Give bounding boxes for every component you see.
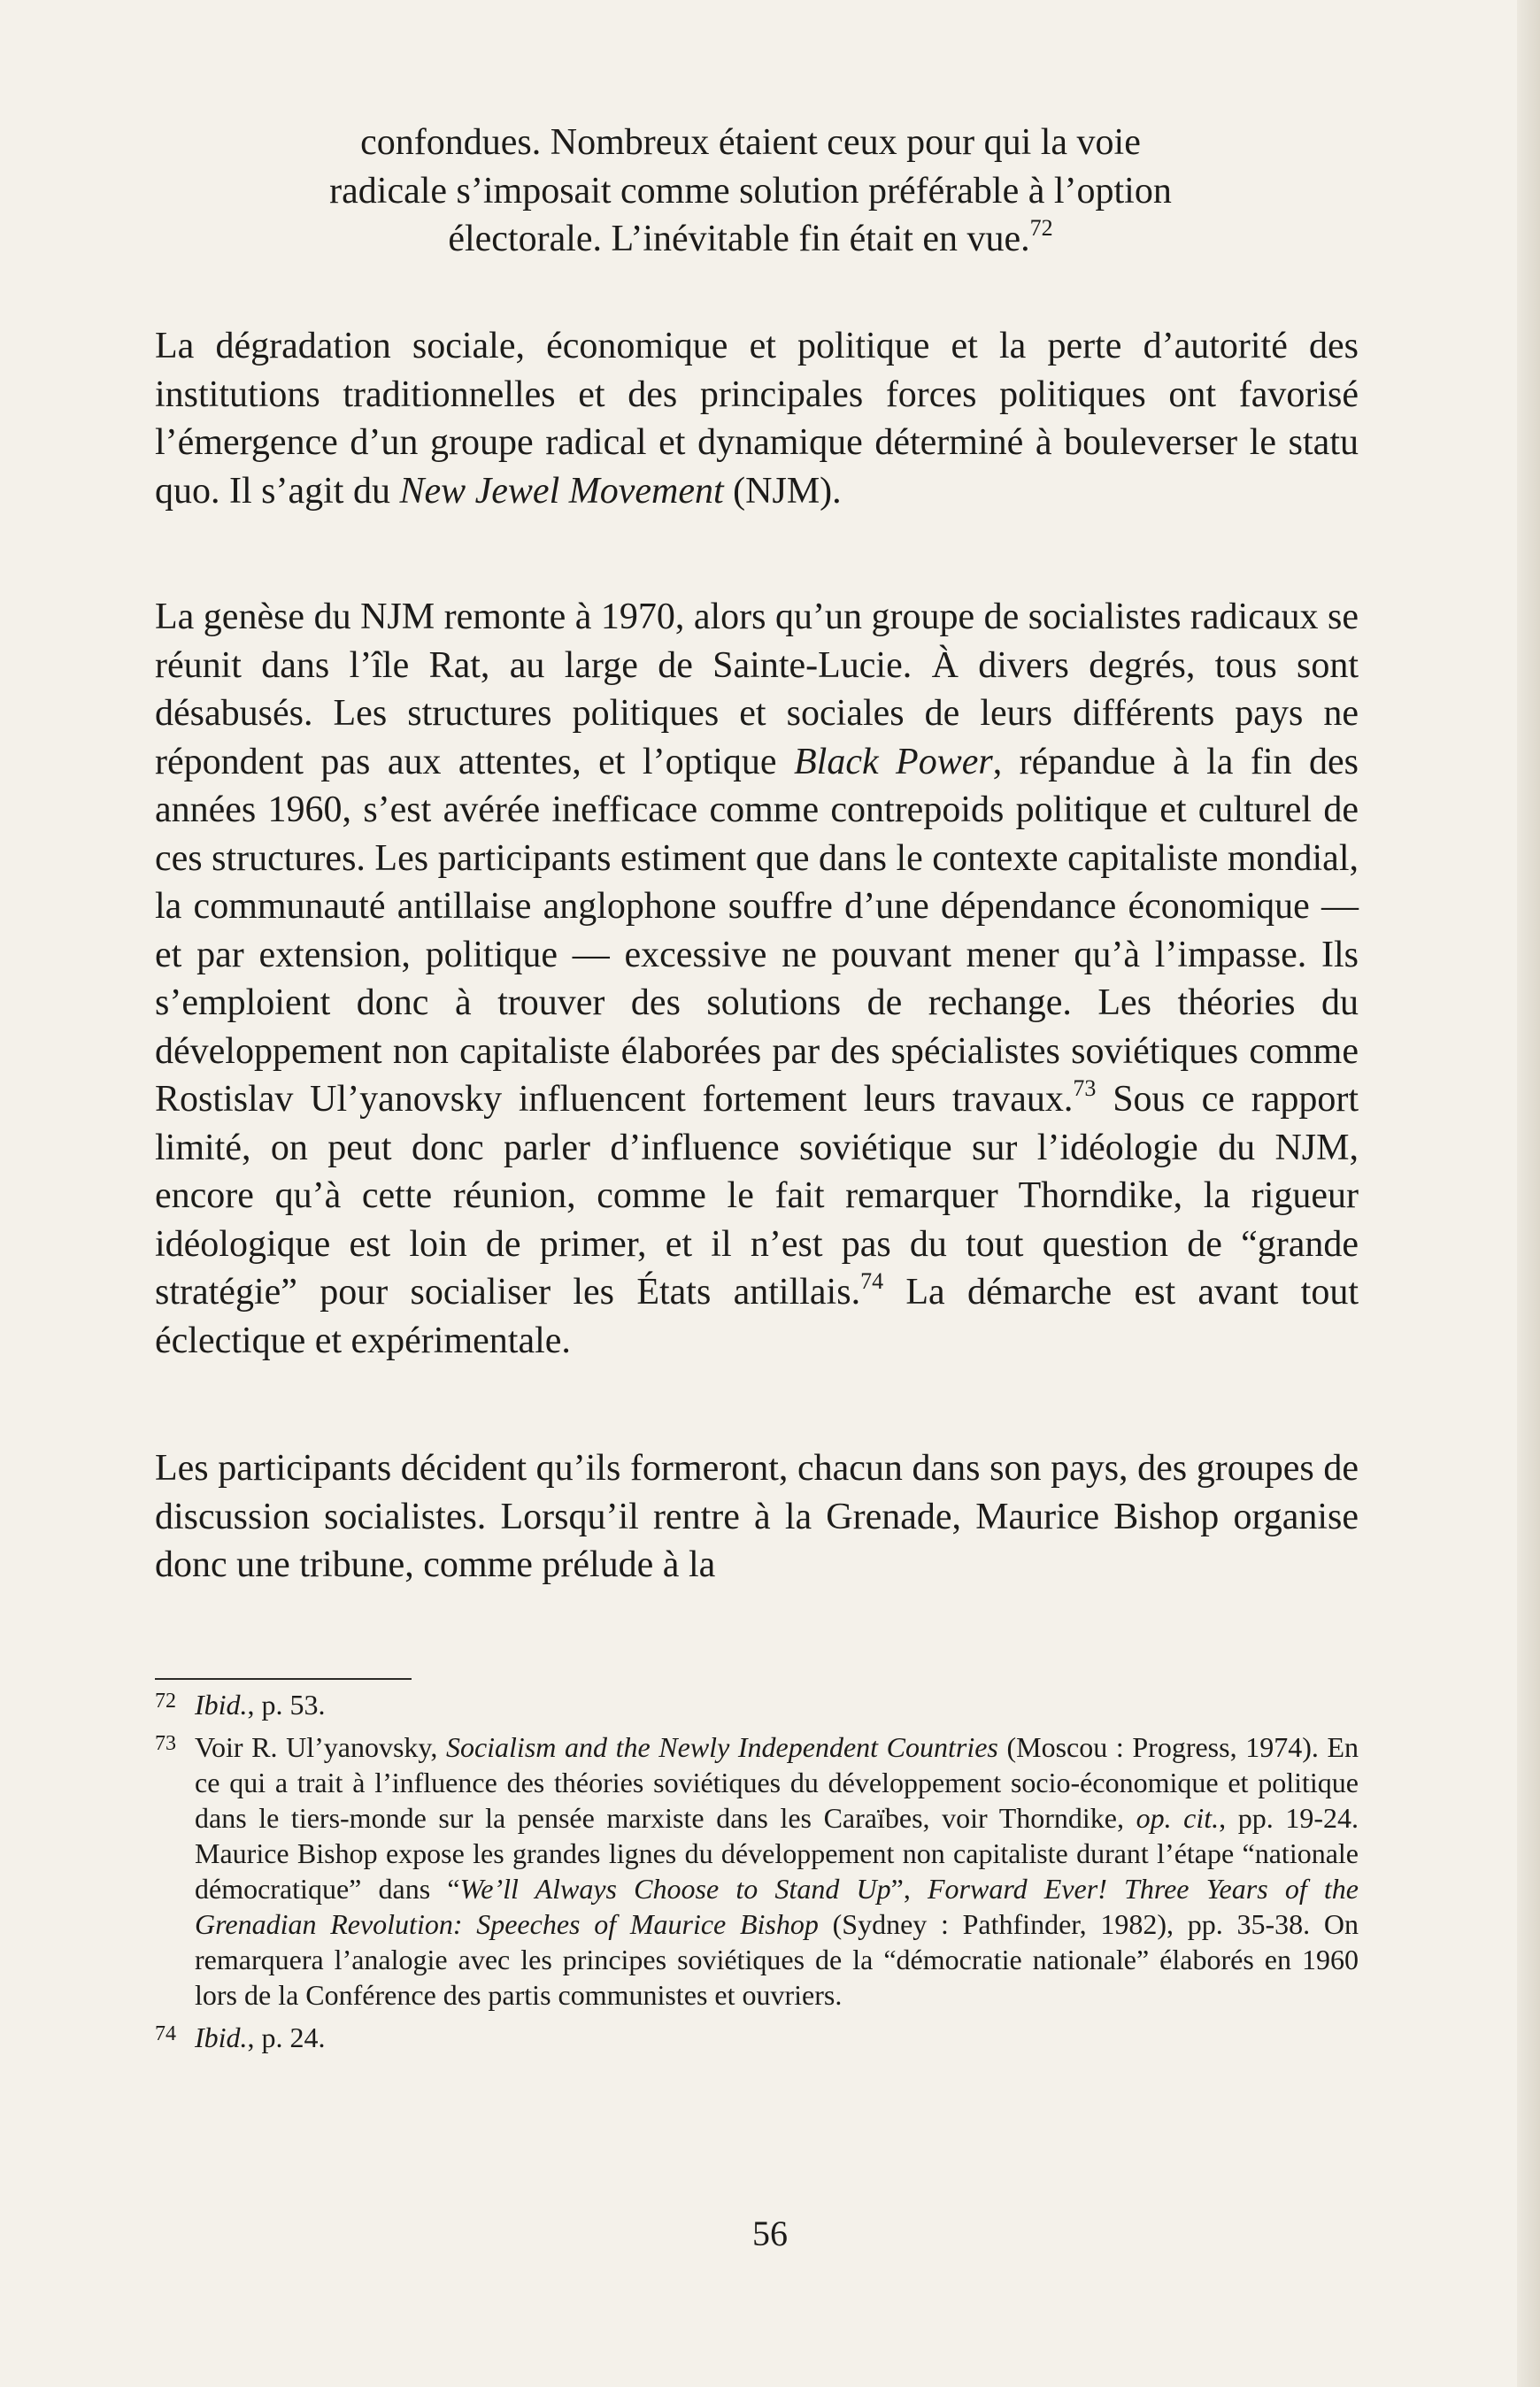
block-quote-end	[233, 119, 1268, 264]
paragraph-social-degradation	[155, 322, 1359, 515]
page-edge-shadow	[1517, 0, 1540, 2387]
paragraph-njm-genesis	[155, 593, 1359, 1365]
text-run: La genèse du NJM remonte à 1970, alors qu’un groupe de socialistes radicaux se réunit dans l’île Rat, au large de Sainte-Lucie. À divers degrés, tous sont désabusés. Les structures politiques et sociales de leurs différents pays ne répondent pas aux attentes, et l’optique	[155, 597, 1359, 782]
quote-line: confondues. Nombreux étaient ceux pour qui la voie	[360, 122, 1141, 163]
text-run: La dégradation sociale, économique et politique et la perte d’autorité des institutions traditionnelles et des principales forces politiques ont favorisé l’émergence d’un groupe radical et dynamique déterminé à bouleverser le statu quo. Il s’agit du	[155, 326, 1359, 512]
footnote-74	[155, 2020, 1359, 2055]
paragraph-text	[155, 322, 1359, 515]
footnote-number: 73	[155, 1732, 176, 1755]
footnote-italic: op. cit.	[1136, 1802, 1220, 1834]
paragraph-text	[155, 593, 1359, 1365]
footnote-text: (Moscou : Progress, 1974). En ce qui a trait à l’influence des théories soviétiques du développement socio-économique et politique dans le tiers-monde sur la pensée marxiste dans les Caraïbes, voir Thorndike,	[195, 1731, 1359, 1834]
page-number: 56	[752, 2214, 788, 2253]
footnote-italic: Ibid.	[195, 2021, 248, 2053]
footnote-text: ”,	[890, 1873, 928, 1905]
footnote-text: (Sydney : Pathfinder, 1982), pp. 35-38. On remarquera l’analogie avec les principes soviétiques de la “démocratie nationale” élaborés en 1960 lors de la Conférence des partis communistes et ouvriers.	[195, 1908, 1359, 2011]
quote-line: radicale s’imposait comme solution préférable à l’option	[329, 170, 1172, 212]
text-run: , répandue à la fin des années 1960, s’est avérée inefficace comme contrepoids politique et culturel de ces structures. Les participants estiment que dans le contexte capitaliste mondial, la communauté antillaise anglophone souffre d’une dépendance économique — et par extension, politique — excessive ne pouvant mener qu’à l’impasse. Ils s’emploient donc à trouver des solutions de rechange. Les théories du développement non capitaliste élaborées par des spécialistes soviétiques comme Rostislav Ul’yanovsky influencent fortement leurs travaux.	[155, 741, 1359, 1120]
footnote-ref-74[interactable]: 74	[860, 1268, 884, 1294]
paragraph-discussion-groups	[155, 1444, 1359, 1590]
footnote-number: 74	[155, 2022, 176, 2045]
footnote-text: , p. 53.	[247, 1689, 326, 1721]
footnote-ref-73[interactable]: 73	[1073, 1075, 1097, 1101]
footnote-text: , pp. 19-24. Maurice Bishop expose les grandes lignes du développement non capitaliste durant l’étape “nationale démocratique” dans “	[195, 1802, 1359, 1905]
footnote-text: , p. 24.	[247, 2021, 326, 2053]
footnote-italic: Ibid.	[195, 1689, 248, 1721]
footnotes-section	[155, 1687, 1359, 2062]
footnote-ref-72[interactable]: 72	[1029, 215, 1053, 241]
footnote-italic: We’ll Always Choose to Stand Up	[459, 1873, 891, 1905]
footnote-number: 72	[155, 1690, 176, 1713]
italic-black-power: Black Power	[794, 741, 993, 782]
text-run: Sous ce rapport limité, on peut donc parler d’influence soviétique sur l’idéologie du NJM, encore qu’à cette réunion, comme le fait remarquer Thorndike, la rigueur idéologique est loin de primer, et il n’est pas du tout question de “grande stratégie” pour socialiser les États antillais.	[155, 1079, 1359, 1313]
footnote-italic: Forward Ever! Three Years of the Grenadian Revolution: Speeches of Maurice Bishop	[195, 1873, 1359, 1940]
footnote-italic: Socialism and the Newly Independent Countries	[445, 1731, 998, 1763]
footnote-divider	[155, 1678, 412, 1680]
paragraph-text: Les participants décident qu’ils formeront, chacun dans son pays, des groupes de discussion socialistes. Lorsqu’il rentre à la Grenade, Maurice Bishop organise donc une tribune, comme prélude à la	[155, 1448, 1359, 1585]
quote-line-text: électorale. L’inévitable fin était en vue.	[448, 219, 1030, 259]
text-run: La démarche est avant tout éclectique et expérimentale.	[155, 1272, 1359, 1361]
quote-line	[233, 215, 1268, 264]
footnote-73	[155, 1729, 1359, 2013]
text-run: (NJM).	[723, 470, 842, 512]
italic-movement-name: New Jewel Movement	[399, 470, 724, 512]
footnote-72	[155, 1687, 1359, 1722]
footnote-text: Voir R. Ul’yanovsky,	[195, 1731, 446, 1763]
